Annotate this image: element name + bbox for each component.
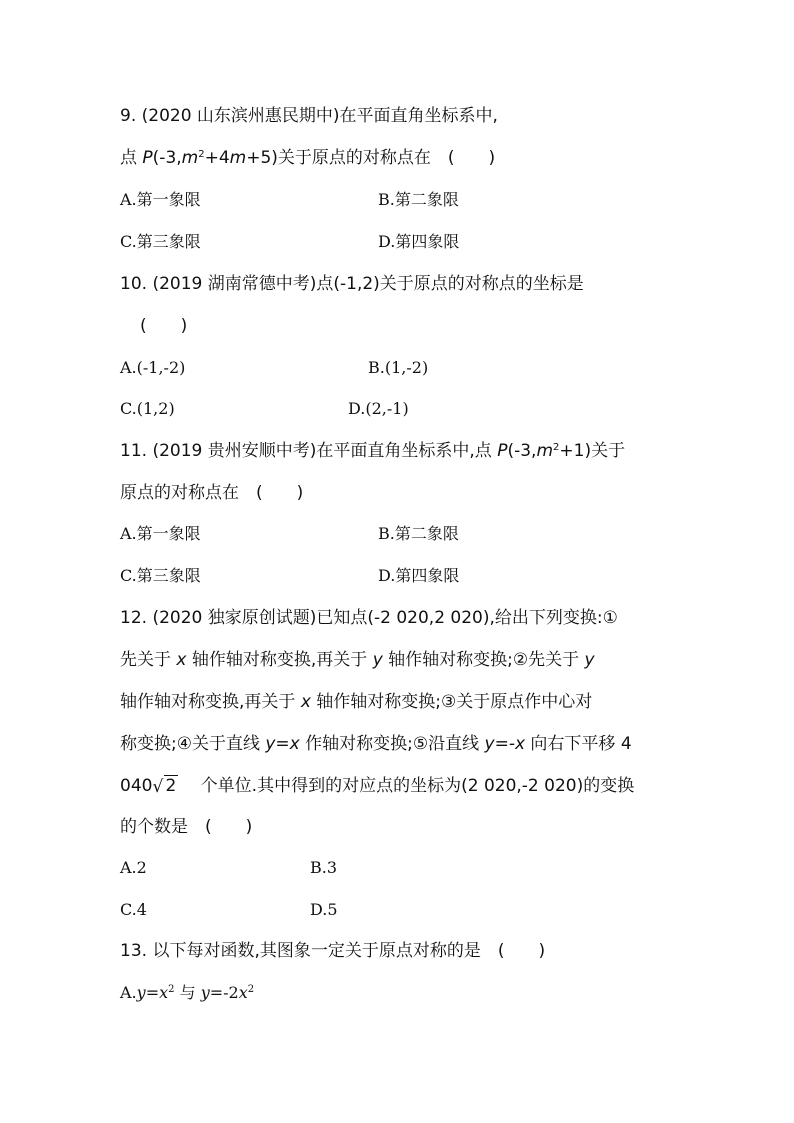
- q9-stem-line1: 9. (2020 山东滨州惠民期中)在平面直角坐标系中,: [120, 106, 498, 126]
- q12-stem-line4: [120, 732, 632, 756]
- q11-stem-line2: 原点的对称点在 ( ): [120, 483, 304, 503]
- q9-text: (-3,: [152, 148, 182, 168]
- q12-text: 称变换;④关于直线: [120, 734, 266, 754]
- q12-text: 040: [120, 776, 153, 796]
- q13-stem: 13. 以下每对函数,其图象一定关于原点对称的是 ( ): [120, 941, 546, 961]
- q9-exponent: 2: [198, 149, 205, 160]
- q10-stem-line1: 10. (2019 湖南常德中考)点(-1,2)关于原点的对称点的坐标是: [120, 274, 584, 294]
- q13-text: =: [145, 983, 160, 1002]
- q12-option-a: A.2: [120, 858, 147, 877]
- radical-sign: √: [152, 777, 164, 797]
- q9-text: +5)关于原点的对称点在 ( ): [246, 148, 496, 168]
- q12-text: 轴作轴对称变换,再关于: [186, 650, 373, 670]
- q11-option-c: C.第三象限: [120, 566, 201, 585]
- q10-option-c: C.(1,2): [120, 399, 175, 418]
- q10-option-a: A.(-1,-2): [120, 358, 186, 377]
- q12-equation: y=-x: [484, 734, 526, 754]
- q9-var-m: m: [229, 148, 247, 168]
- q9-var-m: m: [181, 148, 199, 168]
- q12-option-c: C.4: [120, 900, 147, 919]
- q9-option-b: B.第二象限: [378, 190, 459, 209]
- q10-option-b: B.(1,-2): [368, 358, 429, 377]
- q12-var-y: y: [584, 650, 595, 670]
- q11-option-a: A.第一象限: [120, 524, 201, 543]
- q11-text: +1)关于: [559, 441, 626, 461]
- q9-text: +4: [204, 148, 230, 168]
- q12-equation: y=x: [265, 734, 300, 754]
- q12-stem-line2: [120, 648, 595, 672]
- q12-text: 轴作轴对称变换;③关于原点作中心对: [310, 692, 593, 712]
- q9-option-a: A.第一象限: [120, 190, 201, 209]
- q9-option-c: C.第三象限: [120, 232, 201, 251]
- q13-text: A.: [120, 983, 137, 1002]
- q13-var-y: y: [136, 983, 146, 1002]
- q12-var-x: x: [300, 692, 311, 712]
- q12-stem-line1: 12. (2020 独家原创试题)已知点(-2 020,2 020),给出下列变换:①: [120, 608, 618, 628]
- q12-text: 先关于: [120, 650, 177, 670]
- q11-text: (-3,: [507, 441, 537, 461]
- q12-option-b: B.3: [310, 858, 338, 877]
- q13-exponent: 2: [168, 984, 175, 995]
- q13-option-a: [120, 981, 254, 1005]
- q11-stem-line1: [120, 439, 625, 463]
- q11-option-d: D.第四象限: [378, 566, 460, 585]
- q12-var-x: x: [176, 650, 187, 670]
- q11-var-m: m: [536, 441, 554, 461]
- q13-var-y: y: [200, 983, 210, 1002]
- q12-text: 向右下平移 4: [525, 734, 632, 754]
- q9-point-P: P: [142, 148, 153, 168]
- q13-var-x: x: [159, 983, 169, 1002]
- q9-stem-line2: [120, 146, 495, 170]
- q12-text: 作轴对称变换;⑤沿直线: [299, 734, 485, 754]
- q11-exponent: 2: [553, 442, 560, 453]
- q13-exponent: 2: [247, 984, 255, 995]
- q12-var-y: y: [372, 650, 383, 670]
- q10-option-d: D.(2,-1): [348, 399, 409, 418]
- q12-text: 轴作轴对称变换;②先关于: [382, 650, 585, 670]
- q11-text: 11. (2019 贵州安顺中考)在平面直角坐标系中,点: [120, 441, 498, 461]
- radicand: 2: [165, 776, 177, 796]
- q10-answer-blank: ( ): [140, 316, 188, 336]
- q13-text: =-2: [209, 983, 239, 1002]
- q9-text: 点: [120, 148, 143, 168]
- q12-option-d: D.5: [310, 900, 338, 919]
- q12-text: 个单位.其中得到的对应点的坐标为(2 020,-2 020)的变换: [178, 776, 635, 796]
- q12-stem-line5: [120, 774, 634, 798]
- q13-var-x: x: [238, 983, 248, 1002]
- q12-stem-line3: [120, 690, 592, 714]
- q12-text: 轴作轴对称变换,再关于: [120, 692, 301, 712]
- q12-sqrt: [152, 774, 178, 798]
- q9-option-d: D.第四象限: [378, 232, 460, 251]
- q12-stem-line6: 的个数是 ( ): [120, 817, 253, 837]
- q11-option-b: B.第二象限: [378, 524, 459, 543]
- q13-text: 与: [174, 983, 201, 1002]
- q11-point-P: P: [497, 441, 508, 461]
